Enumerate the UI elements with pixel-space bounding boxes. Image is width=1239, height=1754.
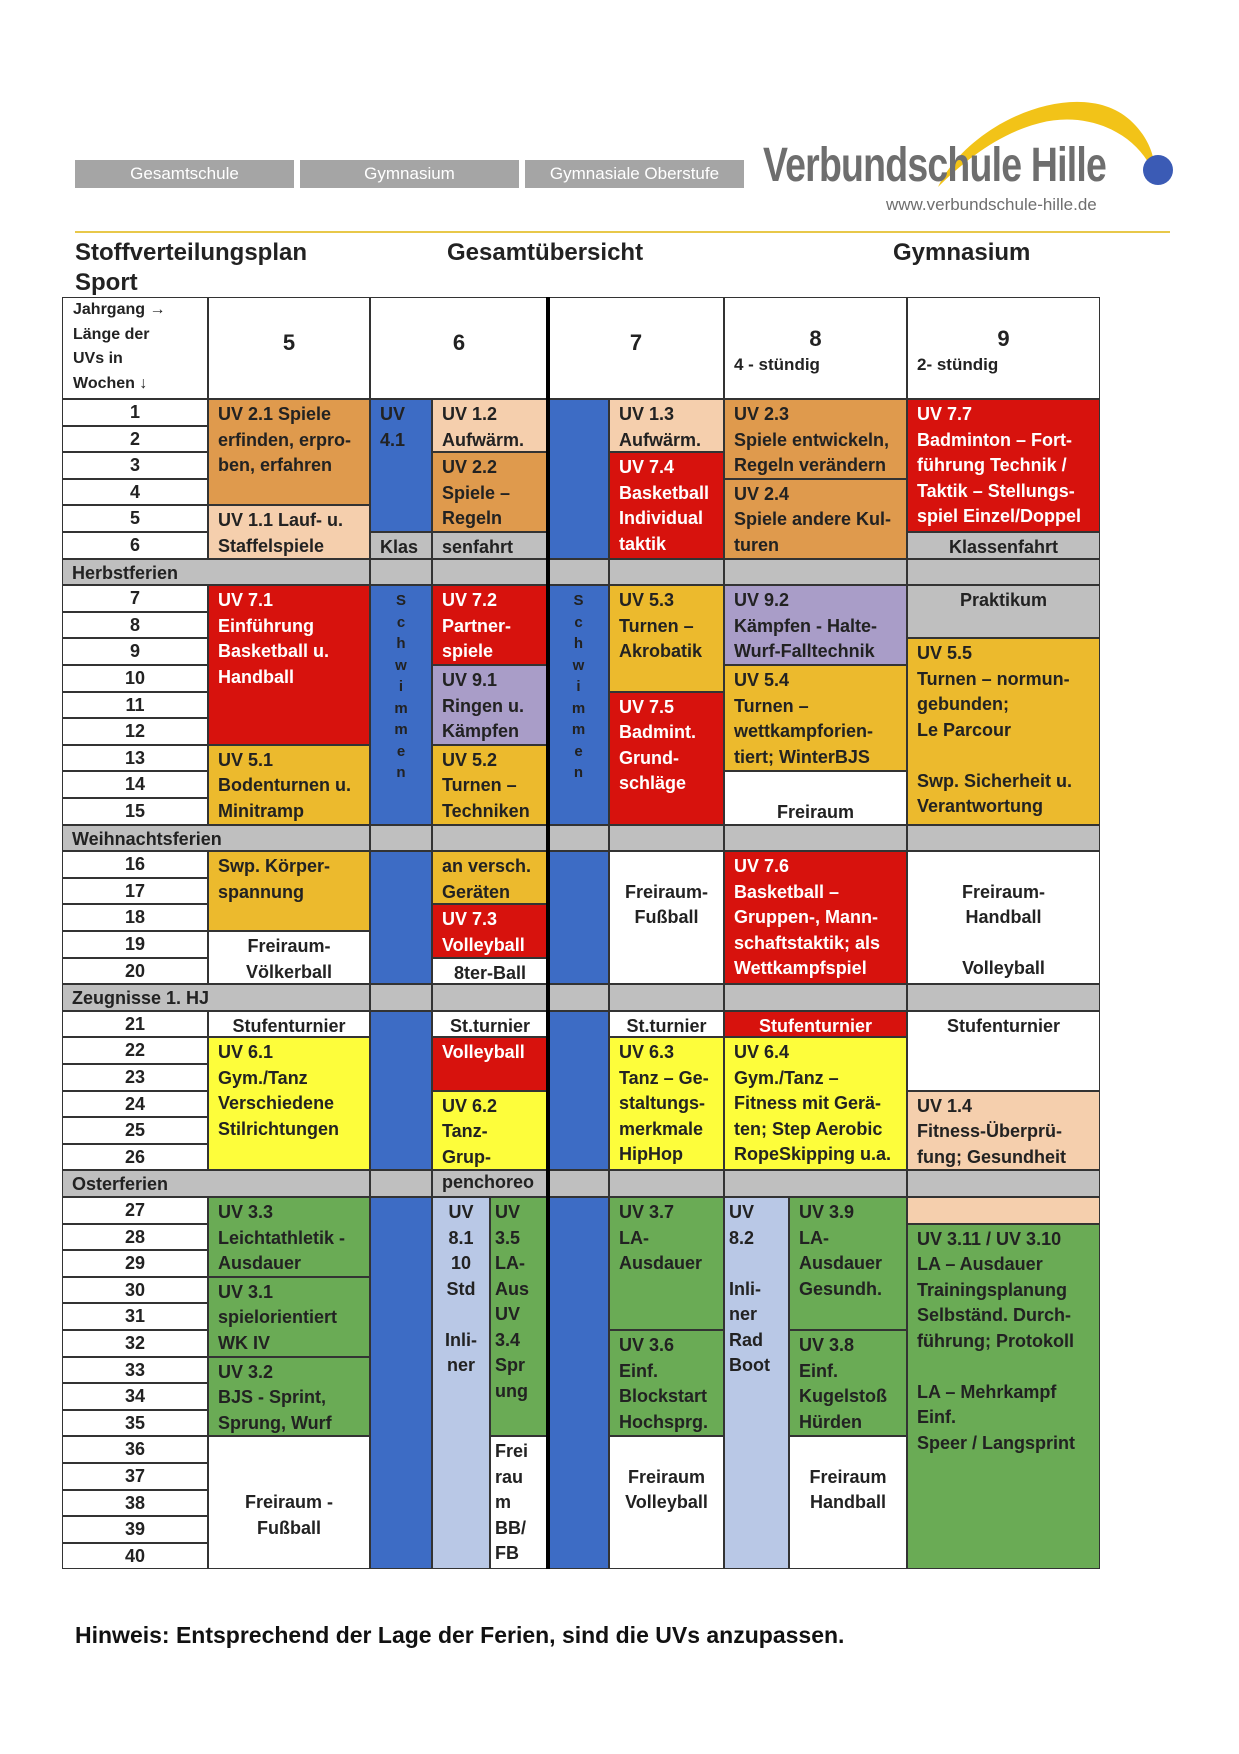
week-number: 30 bbox=[62, 1277, 208, 1304]
uv-cell bbox=[548, 1011, 609, 1171]
week-number: 5 bbox=[62, 505, 208, 532]
break-row-cell bbox=[548, 559, 609, 586]
uv-cell: UV 9.2 Kämpfen - Halte- Wurf-Falltechnik bbox=[724, 585, 907, 665]
week-number: 1 bbox=[62, 399, 208, 426]
uv-cell: UV 7.4 Basketball Individual taktik bbox=[609, 452, 724, 558]
break-row-label: Weihnachtsferien bbox=[62, 825, 209, 852]
title-center: Gesamtübersicht bbox=[447, 239, 644, 266]
week-number: 24 bbox=[62, 1091, 208, 1118]
break-row-label: Zeugnisse 1. HJ bbox=[62, 984, 209, 1011]
uv-cell: UV 3.1 spielorientiert WK IV bbox=[208, 1277, 370, 1357]
week-number: 38 bbox=[62, 1490, 208, 1517]
week-number: 11 bbox=[62, 692, 208, 719]
week-number: 21 bbox=[62, 1011, 208, 1038]
uv-cell: Praktikum bbox=[907, 585, 1100, 638]
uv-cell: UV 1.1 Lauf- u. Staffelspiele bbox=[208, 505, 370, 558]
year-header-9 bbox=[907, 297, 1100, 399]
uv-cell: senfahrt bbox=[432, 532, 548, 559]
year-header-6 bbox=[370, 297, 548, 399]
uv-cell: UV 1.4 Fitness-Überprü- fung; Gesundheit bbox=[907, 1091, 1100, 1171]
week-number: 20 bbox=[62, 958, 208, 985]
break-row-cell bbox=[907, 1170, 1100, 1197]
week-number: 6 bbox=[62, 532, 208, 559]
uv-cell: UV 3.5 LA- Aus UV 3.4 Spr ung bbox=[490, 1197, 548, 1436]
year-label: 7 bbox=[629, 330, 643, 355]
uv-cell: 8ter-Ball bbox=[432, 958, 548, 985]
break-row-cell bbox=[432, 984, 548, 1011]
uv-cell: UV 3.9 LA- Ausdauer Gesundh. bbox=[789, 1197, 907, 1330]
uv-cell: UV 3.2 BJS - Sprint, Sprung, Wurf bbox=[208, 1357, 370, 1437]
break-row-cell bbox=[548, 825, 609, 852]
uv-cell: UV 2.3 Spiele entwickeln, Regeln verändern bbox=[724, 399, 907, 479]
uv-cell: UV 1.3 Aufwärm. bbox=[609, 399, 724, 452]
week-number: 2 bbox=[62, 426, 208, 453]
uv-cell bbox=[370, 1197, 432, 1569]
week-number: 39 bbox=[62, 1516, 208, 1543]
break-row-cell bbox=[370, 984, 432, 1011]
uv-cell bbox=[548, 399, 609, 559]
uv-cell: Freiraum Handball bbox=[789, 1436, 907, 1569]
week-number: 17 bbox=[62, 878, 208, 905]
uv-cell: UV 3.8 Einf. Kugelstoß Hürden bbox=[789, 1330, 907, 1436]
week-number: 12 bbox=[62, 718, 208, 745]
uv-cell: St.turnier bbox=[609, 1011, 724, 1038]
week-number: 33 bbox=[62, 1357, 208, 1384]
uv-cell: UV 3.6 Einf. Blockstart Hochsprg. bbox=[609, 1330, 724, 1436]
uv-cell: UV 7.2 Partner- spiele bbox=[432, 585, 548, 665]
week-number: 36 bbox=[62, 1436, 208, 1463]
year-label: 6 bbox=[452, 330, 466, 355]
break-row-cell bbox=[609, 559, 724, 586]
year-label: 8 bbox=[809, 326, 822, 351]
uv-cell bbox=[548, 1197, 609, 1569]
uv-cell: UV 1.2 Aufwärm. bbox=[432, 399, 548, 452]
break-row-cell bbox=[907, 984, 1100, 1011]
uv-cell: UV 5.4 Turnen – wettkampforien- tiert; WinterBJS bbox=[724, 665, 907, 771]
week-number: 9 bbox=[62, 638, 208, 665]
logo-name: Verbundschule Hille bbox=[763, 139, 1107, 192]
week-number: 3 bbox=[62, 452, 208, 479]
uv-cell: St.turnier bbox=[432, 1011, 548, 1038]
uv-cell bbox=[907, 1197, 1100, 1224]
break-row-cell bbox=[208, 1170, 370, 1197]
break-row-cell bbox=[724, 1170, 907, 1197]
uv-cell: UV 6.4 Gym./Tanz – Fitness mit Gerä- ten; Step Aerobic RopeSkipping u.a. bbox=[724, 1037, 907, 1170]
year-header-8 bbox=[724, 297, 907, 399]
uv-cell: UV 9.1 Ringen u. Kämpfen bbox=[432, 665, 548, 745]
uv-cell: UV 5.5 Turnen – normun- gebunden; Le Parcour Swp. Sicherheit u. Verantwortung bbox=[907, 638, 1100, 824]
uv-cell: UV 8.2 Inli- ner Rad Boot bbox=[724, 1197, 789, 1569]
uv-cell: Freiraum- Fußball bbox=[609, 851, 724, 984]
year-header-7 bbox=[548, 297, 724, 399]
break-row-cell bbox=[370, 825, 432, 852]
title-left: Stoffverteilungsplan Sport bbox=[75, 239, 308, 296]
uv-cell: UV 3.11 / UV 3.10 LA – Ausdauer Trainingsplanung Selbständ. Durch- führung; Protokoll LA – Mehrkampf Einf. Speer / Langsprint bbox=[907, 1224, 1100, 1570]
nav-item-gymnasium[interactable]: Gymnasium bbox=[300, 160, 519, 188]
break-row-cell bbox=[548, 1170, 609, 1197]
uv-cell: Klassenfahrt bbox=[907, 532, 1100, 559]
uv-cell bbox=[370, 851, 432, 984]
break-row-cell bbox=[432, 559, 548, 586]
week-number: 7 bbox=[62, 585, 208, 612]
header-divider bbox=[75, 231, 1170, 233]
uv-cell: Freiraum bbox=[724, 771, 907, 824]
break-row-cell bbox=[724, 559, 907, 586]
year-label: 9 bbox=[997, 326, 1010, 351]
uv-cell: UV 7.7 Badminton – Fort- führung Technik / Taktik – Stellungs- spiel Einzel/Doppel bbox=[907, 399, 1100, 532]
uv-cell: UV 4.1 bbox=[370, 399, 432, 532]
uv-cell: Freiraum- Völkerball bbox=[208, 931, 370, 984]
uv-cell: UV 5.3 Turnen – Akrobatik bbox=[609, 585, 724, 691]
break-row-cell bbox=[548, 984, 609, 1011]
week-number: 29 bbox=[62, 1250, 208, 1277]
week-number: 34 bbox=[62, 1383, 208, 1410]
week-number: 19 bbox=[62, 931, 208, 958]
break-row-cell bbox=[208, 559, 370, 586]
week-number: 37 bbox=[62, 1463, 208, 1490]
uv-cell: S c h w i m m e n bbox=[548, 585, 609, 824]
week-number: 10 bbox=[62, 665, 208, 692]
break-row-cell bbox=[208, 825, 370, 852]
week-number: 14 bbox=[62, 771, 208, 798]
week-number: 4 bbox=[62, 479, 208, 506]
uv-cell: Stufenturnier bbox=[724, 1011, 907, 1038]
uv-cell: UV 7.6 Basketball – Gruppen-, Mann- schaftstaktik; als Wettkampfspiel bbox=[724, 851, 907, 984]
break-row-cell bbox=[609, 984, 724, 1011]
break-row-cell bbox=[609, 825, 724, 852]
uv-cell: Freiraum - Fußball bbox=[208, 1436, 370, 1569]
uv-cell: UV 3.7 LA- Ausdauer bbox=[609, 1197, 724, 1330]
uv-cell: UV 6.1 Gym./Tanz Verschiedene Stilrichtungen bbox=[208, 1037, 370, 1170]
uv-cell: Freiraum- Handball Volleyball bbox=[907, 851, 1100, 984]
uv-cell: Freiraum Volleyball bbox=[609, 1436, 724, 1569]
break-row-label: Herbstferien bbox=[62, 559, 209, 586]
break-row-cell bbox=[724, 825, 907, 852]
break-row-cell bbox=[907, 559, 1100, 586]
uv-cell: S c h w i m m e n bbox=[370, 585, 432, 824]
break-row-cell bbox=[208, 984, 370, 1011]
week-number: 16 bbox=[62, 851, 208, 878]
uv-cell: UV 7.5 Badmint. Grund- schläge bbox=[609, 692, 724, 825]
year-sublabel: 2- stündig bbox=[917, 354, 999, 374]
uv-cell: Frei rau m BB/ FB bbox=[490, 1436, 548, 1569]
break-row-label: Osterferien bbox=[62, 1170, 209, 1197]
week-number: 31 bbox=[62, 1303, 208, 1330]
uv-cell: UV 5.2 Turnen – Techniken bbox=[432, 745, 548, 825]
year-sublabel: 4 - stündig bbox=[734, 354, 820, 374]
uv-cell bbox=[548, 851, 609, 984]
uv-cell: an versch. Geräten bbox=[432, 851, 548, 904]
week-number: 28 bbox=[62, 1224, 208, 1251]
week-number: 27 bbox=[62, 1197, 208, 1224]
week-number: 23 bbox=[62, 1064, 208, 1091]
uv-cell: Stufenturnier bbox=[208, 1011, 370, 1038]
year-label: 5 bbox=[282, 330, 296, 355]
week-number: 35 bbox=[62, 1410, 208, 1437]
break-row-cell bbox=[724, 984, 907, 1011]
week-number: 32 bbox=[62, 1330, 208, 1357]
uv-cell: Klas bbox=[370, 532, 432, 559]
title-right: Gymnasium bbox=[893, 239, 1031, 266]
uv-cell: UV 2.1 Spiele erfinden, erpro- ben, erfahren bbox=[208, 399, 370, 505]
uv-cell: Stufenturnier bbox=[907, 1011, 1100, 1091]
break-row-cell bbox=[907, 825, 1100, 852]
year-divider bbox=[546, 297, 550, 1569]
nav-item-oberstufe[interactable]: Gymnasiale Oberstufe bbox=[525, 160, 744, 188]
uv-cell: Volleyball bbox=[432, 1037, 548, 1090]
week-number: 18 bbox=[62, 904, 208, 931]
uv-cell: Swp. Körper- spannung bbox=[208, 851, 370, 931]
uv-cell: UV 6.2 Tanz- Grup- penchoreo bbox=[432, 1091, 548, 1171]
week-number: 26 bbox=[62, 1144, 208, 1171]
break-row-cell bbox=[370, 1170, 432, 1197]
uv-cell: UV 5.1 Bodenturnen u. Minitramp bbox=[208, 745, 370, 825]
week-number: 25 bbox=[62, 1117, 208, 1144]
week-number: 15 bbox=[62, 798, 208, 825]
week-number: 22 bbox=[62, 1037, 208, 1064]
uv-cell: UV 7.1 Einführung Basketball u. Handball bbox=[208, 585, 370, 745]
uv-cell: UV 7.3 Volleyball bbox=[432, 904, 548, 957]
break-row-cell bbox=[609, 1170, 724, 1197]
uv-cell: UV 3.3 Leichtathletik - Ausdauer bbox=[208, 1197, 370, 1277]
footer-note: Hinweis: Entsprechend der Lage der Ferien, sind die UVs anzupassen. bbox=[75, 1622, 845, 1648]
uv-cell: UV 2.2 Spiele – Regeln bbox=[432, 452, 548, 532]
uv-cell bbox=[370, 1011, 432, 1171]
week-number: 8 bbox=[62, 612, 208, 639]
break-row-cell bbox=[370, 559, 432, 586]
year-header-5 bbox=[208, 297, 370, 399]
nav-item-gesamtschule[interactable]: Gesamtschule bbox=[75, 160, 294, 188]
week-number: 13 bbox=[62, 745, 208, 772]
logo-url: www.verbundschule-hille.de bbox=[886, 195, 1097, 214]
week-number: 40 bbox=[62, 1543, 208, 1570]
uv-cell: UV 6.3 Tanz – Ge- staltungs- merkmale HipHop bbox=[609, 1037, 724, 1170]
uv-cell: UV 2.4 Spiele andere Kul- turen bbox=[724, 479, 907, 559]
uv-cell: UV 8.1 10 Std Inli- ner bbox=[432, 1197, 490, 1569]
break-row-cell bbox=[432, 825, 548, 852]
corner-header: Jahrgang → Länge der UVs in Wochen ↓ bbox=[62, 297, 208, 399]
